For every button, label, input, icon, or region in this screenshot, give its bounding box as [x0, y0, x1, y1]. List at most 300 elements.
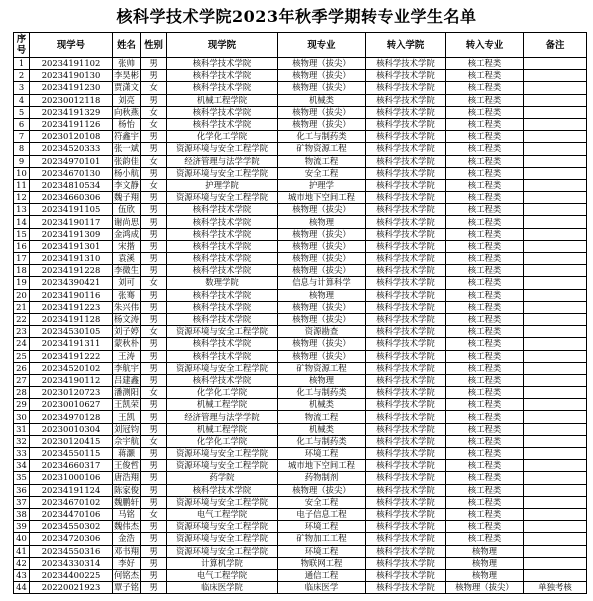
cell-gender: 男 — [141, 484, 167, 496]
cell-current-major: 核物理（拔尖） — [278, 313, 366, 325]
cell-current-college: 资源环境与安全工程学院 — [167, 192, 278, 204]
cell-target-major: 核物理 — [446, 545, 524, 557]
cell-gender: 男 — [141, 204, 167, 216]
cell-current-college: 核科学技术学院 — [167, 265, 278, 277]
cell-remarks — [524, 289, 587, 301]
cell-target-major: 核工程类 — [446, 167, 524, 179]
cell-target-college: 核科学技术学院 — [366, 374, 446, 386]
cell-current-college: 电气工程学院 — [167, 508, 278, 520]
cell-index: 4 — [14, 94, 30, 106]
cell-remarks — [524, 350, 587, 362]
cell-remarks — [524, 533, 587, 545]
header-target-college: 转入学院 — [366, 33, 446, 58]
cell-current-major: 核物理（拔尖） — [278, 70, 366, 82]
cell-target-major: 核工程类 — [446, 496, 524, 508]
cell-remarks — [524, 313, 587, 325]
cell-gender: 男 — [141, 448, 167, 460]
cell-remarks — [524, 240, 587, 252]
cell-current-college: 核科学技术学院 — [167, 240, 278, 252]
cell-current-major: 安全工程 — [278, 496, 366, 508]
cell-current-college: 核科学技术学院 — [167, 289, 278, 301]
cell-current-college: 核科学技术学院 — [167, 374, 278, 386]
cell-student-id: 20234720306 — [30, 533, 113, 545]
cell-target-major: 核工程类 — [446, 277, 524, 289]
cell-target-college: 核科学技术学院 — [366, 448, 446, 460]
cell-student-id: 20234191230 — [30, 82, 113, 94]
cell-current-major: 城市地下空间工程 — [278, 192, 366, 204]
cell-current-college: 资源环境与安全工程学院 — [167, 533, 278, 545]
cell-gender: 男 — [141, 240, 167, 252]
table-body — [14, 58, 587, 594]
cell-target-college: 核科学技术学院 — [366, 143, 446, 155]
cell-student-id: 20230120415 — [30, 435, 113, 447]
cell-target-major: 核工程类 — [446, 411, 524, 423]
cell-target-college: 核科学技术学院 — [366, 533, 446, 545]
cell-current-major: 核物理（拔尖） — [278, 106, 366, 118]
cell-student-id: 20234810534 — [30, 179, 113, 191]
cell-remarks — [524, 155, 587, 167]
cell-current-major: 信息与计算科学 — [278, 277, 366, 289]
cell-target-college: 核科学技术学院 — [366, 508, 446, 520]
cell-remarks — [524, 569, 587, 581]
table-row — [14, 423, 587, 435]
table-row — [14, 411, 587, 423]
cell-current-major: 核物理（拔尖） — [278, 228, 366, 240]
cell-current-major: 机械类 — [278, 399, 366, 411]
table-row — [14, 387, 587, 399]
cell-name: 王凯 — [113, 411, 141, 423]
cell-index: 12 — [14, 192, 30, 204]
cell-name: 覃子铭 — [113, 582, 140, 593]
cell-remarks — [524, 277, 587, 289]
cell-remarks — [524, 204, 587, 216]
cell-remarks — [524, 118, 587, 130]
cell-remarks — [524, 228, 587, 240]
cell-name: 杨文涛 — [113, 314, 140, 325]
cell-current-college: 核科学技术学院 — [167, 106, 278, 118]
cell-student-id: 20234550115 — [30, 448, 113, 460]
cell-index: 38 — [14, 508, 30, 520]
cell-gender: 男 — [141, 301, 167, 313]
header-current-college: 现学院 — [167, 33, 278, 58]
cell-target-major: 核工程类 — [446, 374, 524, 386]
cell-student-id: 20234190112 — [30, 374, 113, 386]
cell-target-major: 核工程类 — [446, 448, 524, 460]
cell-student-id: 20234191309 — [30, 228, 113, 240]
cell-current-major: 通信工程 — [278, 569, 366, 581]
cell-target-major: 核工程类 — [446, 118, 524, 130]
cell-remarks — [524, 435, 587, 447]
cell-current-college: 核科学技术学院 — [167, 70, 278, 82]
cell-target-college: 核科学技术学院 — [366, 350, 446, 362]
cell-index: 36 — [14, 484, 30, 496]
cell-target-college: 核科学技术学院 — [366, 265, 446, 277]
cell-current-major: 核物理（拔尖） — [278, 58, 366, 70]
table-row — [14, 70, 587, 82]
cell-current-major: 物流工程 — [278, 155, 366, 167]
cell-current-college: 药学院 — [167, 472, 278, 484]
cell-target-major: 核工程类 — [446, 484, 524, 496]
cell-current-major: 机械类 — [278, 423, 366, 435]
cell-current-major: 核物理（拔尖） — [278, 82, 366, 94]
cell-remarks — [524, 338, 587, 350]
cell-remarks — [524, 387, 587, 399]
cell-target-major: 核工程类 — [446, 216, 524, 228]
cell-target-college: 核科学技术学院 — [366, 545, 446, 557]
cell-index: 24 — [14, 338, 30, 350]
cell-student-id: 20234191126 — [30, 118, 113, 130]
cell-current-college: 资源环境与安全工程学院 — [167, 326, 278, 338]
cell-gender: 男 — [141, 350, 167, 362]
cell-target-major: 核工程类 — [446, 533, 524, 545]
cell-index: 37 — [14, 496, 30, 508]
table-row — [14, 362, 587, 374]
cell-gender: 女 — [141, 82, 167, 94]
cell-target-college: 核科学技术学院 — [366, 192, 446, 204]
cell-student-id: 20234190116 — [30, 289, 113, 301]
cell-current-college: 机械工程学院 — [167, 399, 278, 411]
cell-target-major: 核工程类 — [446, 362, 524, 374]
cell-target-major: 核工程类 — [446, 338, 524, 350]
cell-index: 11 — [14, 179, 30, 191]
cell-current-college: 资源环境与安全工程学院 — [167, 496, 278, 508]
table-row — [14, 155, 587, 167]
cell-gender: 男 — [141, 131, 167, 143]
table-row — [14, 460, 587, 472]
cell-student-id: 20234191228 — [30, 265, 113, 277]
cell-name: 张一斌 — [113, 143, 140, 154]
cell-gender: 男 — [141, 167, 167, 179]
cell-target-college: 核科学技术学院 — [366, 411, 446, 423]
cell-index: 15 — [14, 228, 30, 240]
table-row — [14, 533, 587, 545]
cell-gender: 女 — [141, 326, 167, 338]
cell-name: 王俊哲 — [113, 460, 140, 471]
cell-name: 向秋燕 — [113, 106, 140, 117]
cell-current-major: 核物理 — [278, 374, 366, 386]
table-row — [14, 582, 587, 594]
student-transfer-table — [13, 32, 587, 594]
cell-current-college: 经济管理与法学学院 — [167, 155, 278, 167]
cell-gender: 男 — [141, 253, 167, 265]
cell-name: 魏子翔 — [113, 192, 140, 203]
cell-index: 31 — [14, 423, 30, 435]
cell-current-college: 电气工程学院 — [167, 569, 278, 581]
cell-index: 19 — [14, 277, 30, 289]
cell-current-major: 环境工程 — [278, 448, 366, 460]
table-row — [14, 484, 587, 496]
header-gender: 性别 — [141, 33, 167, 58]
cell-target-college: 核科学技术学院 — [366, 423, 446, 435]
cell-target-college: 核科学技术学院 — [366, 338, 446, 350]
cell-target-college: 核科学技术学院 — [366, 521, 446, 533]
cell-name: 马铭 — [113, 508, 141, 520]
cell-name: 张骞 — [113, 289, 141, 301]
table-row — [14, 399, 587, 411]
cell-student-id: 20234670130 — [30, 167, 113, 179]
table-row — [14, 301, 587, 313]
cell-target-college: 核科学技术学院 — [366, 472, 446, 484]
cell-gender: 女 — [141, 277, 167, 289]
cell-current-major: 环境工程 — [278, 545, 366, 557]
cell-current-college: 核科学技术学院 — [167, 118, 278, 130]
table-row — [14, 192, 587, 204]
table-row — [14, 179, 587, 191]
cell-student-id: 20234191223 — [30, 301, 113, 313]
cell-current-major: 护理学 — [278, 179, 366, 191]
cell-remarks — [524, 58, 587, 70]
cell-current-major: 临床医学 — [278, 582, 366, 594]
cell-name: 刘可 — [113, 277, 141, 289]
cell-remarks — [524, 545, 587, 557]
table-row — [14, 326, 587, 338]
cell-student-id: 20234520102 — [30, 362, 113, 374]
header-remarks: 备注 — [524, 33, 587, 58]
table-row — [14, 204, 587, 216]
cell-current-college: 护理学院 — [167, 179, 278, 191]
cell-current-college: 核科学技术学院 — [167, 58, 278, 70]
cell-gender: 女 — [141, 387, 167, 399]
table-row — [14, 167, 587, 179]
cell-student-id: 20234191128 — [30, 313, 113, 325]
cell-current-college: 核科学技术学院 — [167, 350, 278, 362]
cell-gender: 男 — [141, 362, 167, 374]
cell-current-major: 核物理（拔尖） — [278, 350, 366, 362]
cell-student-id: 20234330314 — [30, 557, 113, 569]
cell-student-id: 20234970128 — [30, 411, 113, 423]
cell-current-college: 核科学技术学院 — [167, 301, 278, 313]
cell-remarks — [524, 472, 587, 484]
table-row — [14, 557, 587, 569]
cell-current-college: 临床医学院 — [167, 582, 278, 594]
cell-remarks — [524, 508, 587, 520]
cell-gender: 男 — [141, 374, 167, 386]
cell-gender: 男 — [141, 472, 167, 484]
cell-name: 李好 — [113, 557, 141, 569]
cell-name: 吕建鑫 — [113, 374, 140, 385]
cell-gender: 男 — [141, 192, 167, 204]
cell-index: 35 — [14, 472, 30, 484]
cell-current-college: 化学化工学院 — [167, 435, 278, 447]
header-current-major: 现专业 — [278, 33, 366, 58]
cell-name: 张韵佳 — [113, 155, 140, 166]
cell-current-college: 核科学技术学院 — [167, 253, 278, 265]
table-row — [14, 265, 587, 277]
cell-current-college: 资源环境与安全工程学院 — [167, 545, 278, 557]
cell-gender: 女 — [141, 155, 167, 167]
cell-target-college: 核科学技术学院 — [366, 240, 446, 252]
cell-current-major: 矿物资源工程 — [278, 362, 366, 374]
cell-remarks: 单独考核 — [524, 582, 587, 594]
cell-gender: 男 — [141, 94, 167, 106]
document-title: 核科学技术学院2023年秋季学期转专业学生名单 — [116, 7, 477, 26]
cell-current-college: 资源环境与安全工程学院 — [167, 167, 278, 179]
cell-index: 21 — [14, 301, 30, 313]
cell-target-major: 核工程类 — [446, 204, 524, 216]
cell-target-college: 核科学技术学院 — [366, 313, 446, 325]
cell-name: 李微生 — [113, 265, 140, 276]
table-row — [14, 228, 587, 240]
cell-target-major: 核物理 — [446, 569, 524, 581]
cell-target-college: 核科学技术学院 — [366, 569, 446, 581]
cell-current-college: 核科学技术学院 — [167, 216, 278, 228]
cell-remarks — [524, 521, 587, 533]
cell-target-college: 核科学技术学院 — [366, 253, 446, 265]
cell-name: 宋揩 — [113, 240, 141, 252]
table-row — [14, 289, 587, 301]
cell-name: 伍欣 — [113, 204, 141, 216]
cell-target-major: 核工程类 — [446, 106, 524, 118]
cell-target-college: 核科学技术学院 — [366, 301, 446, 313]
table-row — [14, 338, 587, 350]
cell-index: 25 — [14, 350, 30, 362]
cell-current-major: 核物理（拔尖） — [278, 204, 366, 216]
table-row — [14, 508, 587, 520]
cell-name: 李文静 — [113, 179, 140, 190]
cell-current-major: 化工与制药类 — [278, 435, 366, 447]
cell-remarks — [524, 374, 587, 386]
cell-name: 何铭杰 — [113, 569, 140, 580]
cell-target-college: 核科学技术学院 — [366, 228, 446, 240]
table-row — [14, 472, 587, 484]
cell-index: 26 — [14, 362, 30, 374]
cell-current-college: 机械工程学院 — [167, 94, 278, 106]
cell-name: 蒙秋朴 — [113, 338, 140, 349]
cell-current-major: 核物理（拔尖） — [278, 240, 366, 252]
table-row — [14, 374, 587, 386]
cell-current-major: 环境工程 — [278, 521, 366, 533]
cell-name: 魏伟杰 — [113, 521, 140, 532]
cell-target-college: 核科学技术学院 — [366, 167, 446, 179]
cell-target-major: 核工程类 — [446, 70, 524, 82]
cell-index: 41 — [14, 545, 30, 557]
cell-target-college: 核科学技术学院 — [366, 387, 446, 399]
cell-target-major: 核工程类 — [446, 192, 524, 204]
cell-student-id: 20220021923 — [30, 582, 113, 594]
cell-student-id: 20230010627 — [30, 399, 113, 411]
cell-target-college: 核科学技术学院 — [366, 326, 446, 338]
table-row — [14, 106, 587, 118]
cell-name: 金鸿成 — [113, 228, 140, 239]
cell-target-college: 核科学技术学院 — [366, 289, 446, 301]
cell-current-major: 核物理 — [278, 216, 366, 228]
cell-remarks — [524, 70, 587, 82]
cell-name: 王凯荣 — [113, 399, 140, 410]
cell-current-major: 核物理（拔尖） — [278, 253, 366, 265]
cell-current-major: 资源勘查 — [278, 326, 366, 338]
cell-target-major: 核物理（拔尖） — [446, 582, 524, 594]
cell-student-id: 20230010304 — [30, 423, 113, 435]
cell-target-major: 核工程类 — [446, 301, 524, 313]
cell-name: 蒋灏 — [113, 448, 141, 460]
cell-student-id: 20234390421 — [30, 277, 113, 289]
cell-current-college: 资源环境与安全工程学院 — [167, 521, 278, 533]
cell-gender: 女 — [141, 435, 167, 447]
cell-remarks — [524, 265, 587, 277]
cell-target-major: 核工程类 — [446, 94, 524, 106]
cell-gender: 男 — [141, 216, 167, 228]
cell-remarks — [524, 131, 587, 143]
cell-index: 23 — [14, 326, 30, 338]
cell-index: 22 — [14, 313, 30, 325]
cell-remarks — [524, 484, 587, 496]
cell-current-major: 化工与制药类 — [278, 131, 366, 143]
cell-student-id: 20231000106 — [30, 472, 113, 484]
cell-index: 28 — [14, 387, 30, 399]
cell-target-major: 核工程类 — [446, 265, 524, 277]
cell-gender: 女 — [141, 179, 167, 191]
cell-gender: 男 — [141, 582, 167, 594]
table-row — [14, 569, 587, 581]
header-target-major: 转入专业 — [446, 33, 524, 58]
cell-target-major: 核工程类 — [446, 240, 524, 252]
header-name: 姓名 — [113, 33, 141, 58]
table-header-row — [14, 33, 587, 58]
cell-current-college: 资源环境与安全工程学院 — [167, 143, 278, 155]
cell-index: 17 — [14, 253, 30, 265]
cell-name: 李昊彬 — [113, 70, 140, 81]
cell-current-college: 化学化工学院 — [167, 387, 278, 399]
cell-target-college: 核科学技术学院 — [366, 58, 446, 70]
cell-student-id: 20234470106 — [30, 508, 113, 520]
cell-target-major: 核工程类 — [446, 313, 524, 325]
cell-index: 20 — [14, 289, 30, 301]
cell-current-major: 核物理（拔尖） — [278, 265, 366, 277]
cell-index: 34 — [14, 460, 30, 472]
cell-target-major: 核工程类 — [446, 435, 524, 447]
cell-student-id: 20234191124 — [30, 484, 113, 496]
cell-target-college: 核科学技术学院 — [366, 484, 446, 496]
cell-remarks — [524, 362, 587, 374]
cell-target-major: 核工程类 — [446, 58, 524, 70]
cell-remarks — [524, 192, 587, 204]
table-row — [14, 143, 587, 155]
cell-index: 3 — [14, 82, 30, 94]
cell-remarks — [524, 143, 587, 155]
cell-target-college: 核科学技术学院 — [366, 118, 446, 130]
table-row — [14, 313, 587, 325]
cell-target-major: 核工程类 — [446, 143, 524, 155]
cell-gender: 男 — [141, 521, 167, 533]
cell-gender: 男 — [141, 70, 167, 82]
table-row — [14, 496, 587, 508]
table-row — [14, 277, 587, 289]
cell-current-major: 核物理（拔尖） — [278, 338, 366, 350]
cell-gender: 女 — [141, 106, 167, 118]
cell-index: 42 — [14, 557, 30, 569]
cell-remarks — [524, 496, 587, 508]
cell-name: 袁溪 — [113, 253, 141, 265]
cell-student-id: 20234191310 — [30, 253, 113, 265]
cell-student-id: 20230120108 — [30, 131, 113, 143]
cell-index: 7 — [14, 131, 30, 143]
header-index: 序号 — [14, 33, 30, 58]
cell-name: 唐浩翔 — [113, 472, 140, 483]
cell-student-id: 20234191329 — [30, 106, 113, 118]
cell-name: 王涛 — [113, 350, 141, 362]
table-row — [14, 435, 587, 447]
cell-gender: 男 — [141, 228, 167, 240]
cell-target-major: 核工程类 — [446, 179, 524, 191]
cell-target-college: 核科学技术学院 — [366, 557, 446, 569]
cell-student-id: 20234190130 — [30, 70, 113, 82]
cell-remarks — [524, 94, 587, 106]
cell-current-major: 核物理（拔尖） — [278, 118, 366, 130]
cell-index: 27 — [14, 374, 30, 386]
cell-current-major: 电子信息工程 — [278, 508, 366, 520]
cell-target-major: 核工程类 — [446, 155, 524, 167]
cell-name: 刘冠钧 — [113, 423, 140, 434]
